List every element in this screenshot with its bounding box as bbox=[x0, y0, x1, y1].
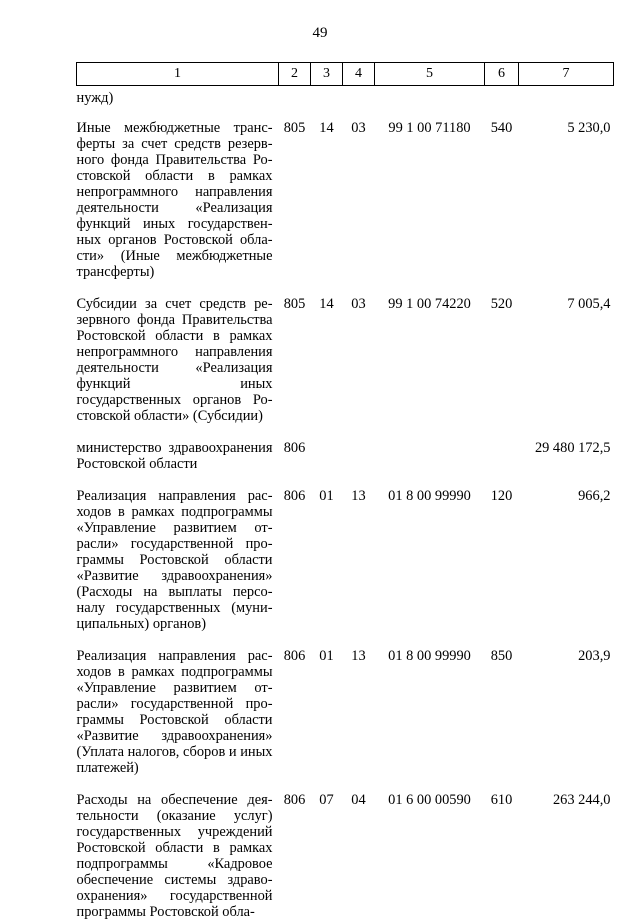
column-header-3: 3 bbox=[311, 63, 343, 86]
header-row bbox=[77, 63, 614, 86]
table-row bbox=[77, 440, 614, 488]
row-amount: 203,9 bbox=[578, 648, 611, 664]
row-name: Иные межбюджетные трансферты за счет средств резервного фонда Правительства Ростовской области в рамках непрограммного направления деятельности «Реализация функций иных государственных органов Ростовской области» (Иные межбюджетные трансферты) bbox=[76, 120, 273, 280]
row-amount: 5 230,0 bbox=[567, 120, 611, 136]
row-target: 01 8 00 99990 bbox=[388, 648, 471, 664]
row-amount: 263 244,0 bbox=[552, 792, 611, 808]
row-target: 99 1 00 74220 bbox=[388, 296, 471, 312]
table-row bbox=[77, 792, 614, 920]
row-section: 01 bbox=[319, 648, 334, 664]
column-header-1: 1 bbox=[77, 63, 279, 86]
row-name: Субсидии за счет средств резервного фонда Правительства Ростовской области в рамках непрограммного направления деятельности «Реализация функций иных государственных органов Ростовской области» (Субсидии) bbox=[76, 296, 273, 424]
row-target bbox=[375, 440, 485, 488]
row-target: 99 1 00 71180 bbox=[388, 120, 471, 136]
row-name: Реализация направления расходов в рамках подпрограммы «Управление развитием отрасли» государственной программы Ростовской области «Развитие здравоохранения» (Уплата налогов, сборов и иных платежей) bbox=[76, 648, 273, 776]
row-ministry: 806 bbox=[283, 440, 306, 456]
row-ministry: 806 bbox=[283, 648, 306, 664]
row-ministry: 805 bbox=[283, 296, 306, 312]
row-subsection: 13 bbox=[351, 648, 366, 664]
row-section bbox=[311, 440, 343, 488]
row-subsection: 03 bbox=[351, 296, 366, 312]
row-name: Расходы на обеспечение деятельности (оказание услуг) государственных учреждений Ростовской области в рамках подпрограммы «Кадровое обеспечение системы здравоохранения» государственной программы Ростовской обла- bbox=[76, 792, 273, 920]
row-expense-type: 540 bbox=[490, 120, 513, 136]
column-header-2: 2 bbox=[279, 63, 311, 86]
column-header-4: 4 bbox=[343, 63, 375, 86]
row-expense-type: 610 bbox=[490, 792, 513, 808]
row-subsection: 03 bbox=[351, 120, 366, 136]
row-subsection: 04 bbox=[351, 792, 366, 808]
budget-table bbox=[76, 62, 614, 920]
row-section: 01 bbox=[319, 488, 334, 504]
row-target: 01 6 00 00590 bbox=[388, 792, 471, 808]
row-section: 07 bbox=[319, 792, 334, 808]
row-expense-type: 120 bbox=[490, 488, 513, 504]
column-header-5: 5 bbox=[375, 63, 485, 86]
row-section: 14 bbox=[319, 296, 334, 312]
table-row bbox=[77, 488, 614, 648]
column-header-6: 6 bbox=[485, 63, 519, 86]
row-amount: 29 480 172,5 bbox=[534, 440, 611, 456]
row-expense-type: 520 bbox=[490, 296, 513, 312]
page-number: 49 bbox=[312, 25, 328, 41]
column-header-7: 7 bbox=[519, 63, 614, 86]
row-amount: 966,2 bbox=[578, 488, 611, 504]
row-ministry: 805 bbox=[283, 120, 306, 136]
row-ministry: 806 bbox=[283, 488, 306, 504]
row-subsection: 13 bbox=[351, 488, 366, 504]
row-target: 01 8 00 99990 bbox=[388, 488, 471, 504]
continuation-text: нужд) bbox=[76, 90, 114, 106]
row-section: 14 bbox=[319, 120, 334, 136]
continuation-row bbox=[77, 86, 614, 121]
row-expense-type: 850 bbox=[490, 648, 513, 664]
row-subsection bbox=[343, 440, 375, 488]
row-amount: 7 005,4 bbox=[567, 296, 611, 312]
row-name: Реализация направления расходов в рамках подпрограммы «Управление развитием отрасли» государственной программы Ростовской области «Развитие здравоохранения» (Расходы на выплаты персоналу государственных (муниципальных) органов) bbox=[76, 488, 273, 632]
table-row bbox=[77, 120, 614, 296]
row-name: министерство здравоохранения Ростовской области bbox=[76, 440, 273, 472]
table-row bbox=[77, 296, 614, 440]
table-row bbox=[77, 648, 614, 792]
row-ministry: 806 bbox=[283, 792, 306, 808]
row-expense-type bbox=[485, 440, 519, 488]
